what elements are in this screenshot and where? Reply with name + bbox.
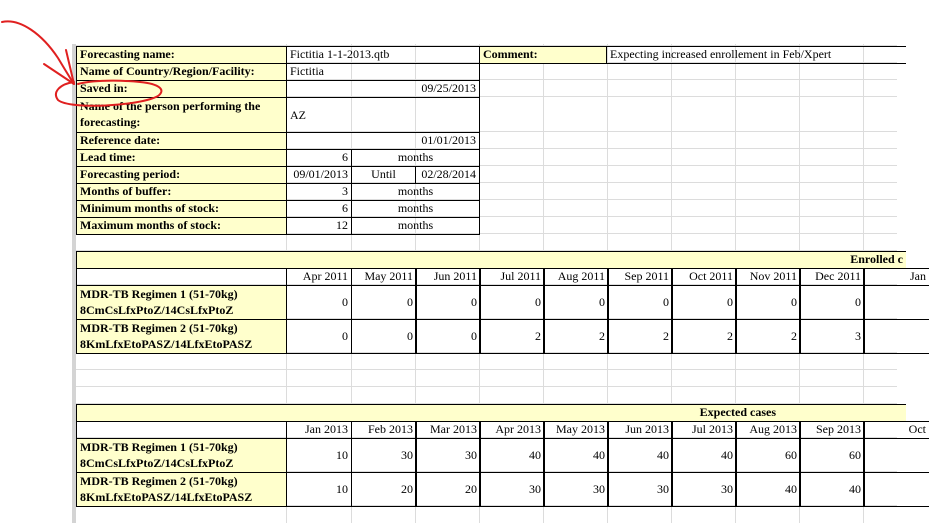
label-person: Name of the person performing the forecasting:	[76, 97, 287, 133]
expected-value-cell[interactable]: 10	[286, 438, 352, 473]
label-lead-time: Lead time:	[76, 149, 287, 167]
expected-month-header: Jul 2013	[671, 421, 737, 439]
reference-date-value[interactable]: 01/01/2013	[286, 132, 480, 150]
label-forecasting-name: Forecasting name:	[76, 46, 287, 64]
period-until-label: Until	[351, 166, 416, 184]
enrolled-value-cell[interactable]: 0	[735, 285, 801, 320]
expected-value-cell[interactable]: 20	[415, 472, 481, 507]
annotation-circle	[56, 81, 161, 106]
enrolled-value-cell[interactable]: 2	[479, 319, 545, 354]
expected-month-header: Oct	[863, 421, 929, 439]
enrolled-month-header: Jan	[863, 268, 929, 286]
enrolled-value-cell[interactable]: 0	[479, 285, 545, 320]
enrolled-month-header: Aug 2011	[543, 268, 609, 286]
label-min-stock: Minimum months of stock:	[76, 200, 287, 218]
enrolled-value-cell[interactable]: 0	[286, 319, 352, 354]
expected-regimen-name: MDR-TB Regimen 2 (51-70kg) 8KmLfxEtoPASZ/14LfxEtoPASZ	[76, 472, 287, 507]
enrolled-value-cell[interactable]: 2	[543, 319, 609, 354]
expected-value-cell[interactable]: 30	[351, 438, 417, 473]
label-months-of-buffer: Months of buffer:	[76, 183, 287, 201]
enrolled-value-cell[interactable]: 0	[543, 285, 609, 320]
expected-value-cell[interactable]: 40	[799, 472, 865, 507]
expected-month-header: Apr 2013	[479, 421, 545, 439]
expected-value-cell[interactable]: 30	[479, 472, 545, 507]
forecasting-name-value[interactable]: Fictitia 1-1-2013.qtb	[286, 46, 480, 64]
enrolled-month-header: Sep 2011	[607, 268, 673, 286]
label-saved-in: Saved in:	[76, 80, 287, 98]
expected-month-header: Sep 2013	[799, 421, 865, 439]
annotation-arrow-head	[44, 50, 74, 84]
period-from-value[interactable]: 09/01/2013	[286, 166, 352, 184]
expected-value-cell[interactable]: 40	[479, 438, 545, 473]
comment-value[interactable]: Expecting increased enrollement in Feb/Xpert	[606, 46, 906, 64]
expected-value-cell[interactable]: 60	[799, 438, 865, 473]
period-to-value[interactable]: 02/28/2014	[415, 166, 480, 184]
country-value[interactable]: Fictitia	[286, 63, 480, 81]
enrolled-value-cell[interactable]: 2	[671, 319, 737, 354]
enrolled-value-cell[interactable]: 0	[607, 285, 673, 320]
enrolled-value-cell[interactable]: 0	[286, 285, 352, 320]
expected-month-header: Aug 2013	[735, 421, 801, 439]
max-stock-value[interactable]: 12	[286, 217, 352, 235]
enrolled-value-cell[interactable]: 0	[671, 285, 737, 320]
enrolled-regimen-name: MDR-TB Regimen 1 (51-70kg) 8CmCsLfxPtoZ/14CsLfxPtoZ	[76, 285, 287, 320]
enrolled-value-cell[interactable]: 0	[799, 285, 865, 320]
enrolled-value-cell[interactable]: 0	[415, 285, 481, 320]
enrolled-value-cell[interactable]: 0	[415, 319, 481, 354]
expected-value-cell[interactable]: 40	[607, 438, 673, 473]
enrolled-month-header: Dec 2011	[799, 268, 865, 286]
enrolled-table-title: Enrolled c	[76, 251, 906, 269]
buffer-value[interactable]: 3	[286, 183, 352, 201]
min-stock-value[interactable]: 6	[286, 200, 352, 218]
enrolled-month-header: May 2011	[351, 268, 417, 286]
enrolled-month-header: Nov 2011	[735, 268, 801, 286]
person-value[interactable]: AZ	[286, 97, 480, 133]
expected-value-cell[interactable]: 60	[735, 438, 801, 473]
label-reference-date: Reference date:	[76, 132, 287, 150]
enrolled-regimen-name: MDR-TB Regimen 2 (51-70kg) 8KmLfxEtoPASZ/14LfxEtoPASZ	[76, 319, 287, 354]
lead-time-unit: months	[351, 149, 480, 167]
enrolled-value-cell[interactable]: 2	[735, 319, 801, 354]
expected-value-cell[interactable]: 30	[671, 472, 737, 507]
expected-month-header: Feb 2013	[351, 421, 417, 439]
enrolled-value-cell[interactable]: 0	[351, 319, 417, 354]
label-country: Name of Country/Region/Facility:	[76, 63, 287, 81]
expected-regimen-name: MDR-TB Regimen 1 (51-70kg) 8CmCsLfxPtoZ/14CsLfxPtoZ	[76, 438, 287, 473]
expected-month-header: May 2013	[543, 421, 609, 439]
label-max-stock: Maximum months of stock:	[76, 217, 287, 235]
expected-value-cell[interactable]: 40	[671, 438, 737, 473]
expected-value-cell[interactable]: 20	[351, 472, 417, 507]
comment-label: Comment:	[479, 46, 607, 64]
expected-value-cell[interactable]: 30	[415, 438, 481, 473]
enrolled-month-header: Jun 2011	[415, 268, 481, 286]
max-stock-unit: months	[351, 217, 480, 235]
enrolled-month-header: Jul 2011	[479, 268, 545, 286]
expected-month-header: Jun 2013	[607, 421, 673, 439]
annotation-arrow-line	[2, 21, 74, 84]
min-stock-unit: months	[351, 200, 480, 218]
saved-in-value[interactable]: 09/25/2013	[286, 80, 480, 98]
label-forecasting-period: Forecasting period:	[76, 166, 287, 184]
expected-month-header: Mar 2013	[415, 421, 481, 439]
expected-value-cell[interactable]: 10	[286, 472, 352, 507]
buffer-unit: months	[351, 183, 480, 201]
enrolled-value-cell[interactable]: 2	[607, 319, 673, 354]
expected-value-cell[interactable]: 30	[607, 472, 673, 507]
expected-value-cell[interactable]: 30	[543, 472, 609, 507]
lead-time-value[interactable]: 6	[286, 149, 352, 167]
expected-value-cell[interactable]: 40	[735, 472, 801, 507]
expected-month-header: Jan 2013	[286, 421, 352, 439]
enrolled-month-header: Apr 2011	[286, 268, 352, 286]
enrolled-value-cell[interactable]: 3	[799, 319, 865, 354]
expected-value-cell[interactable]: 40	[543, 438, 609, 473]
enrolled-month-header: Oct 2011	[671, 268, 737, 286]
enrolled-value-cell[interactable]: 0	[351, 285, 417, 320]
expected-table-title: Expected cases	[76, 404, 906, 422]
